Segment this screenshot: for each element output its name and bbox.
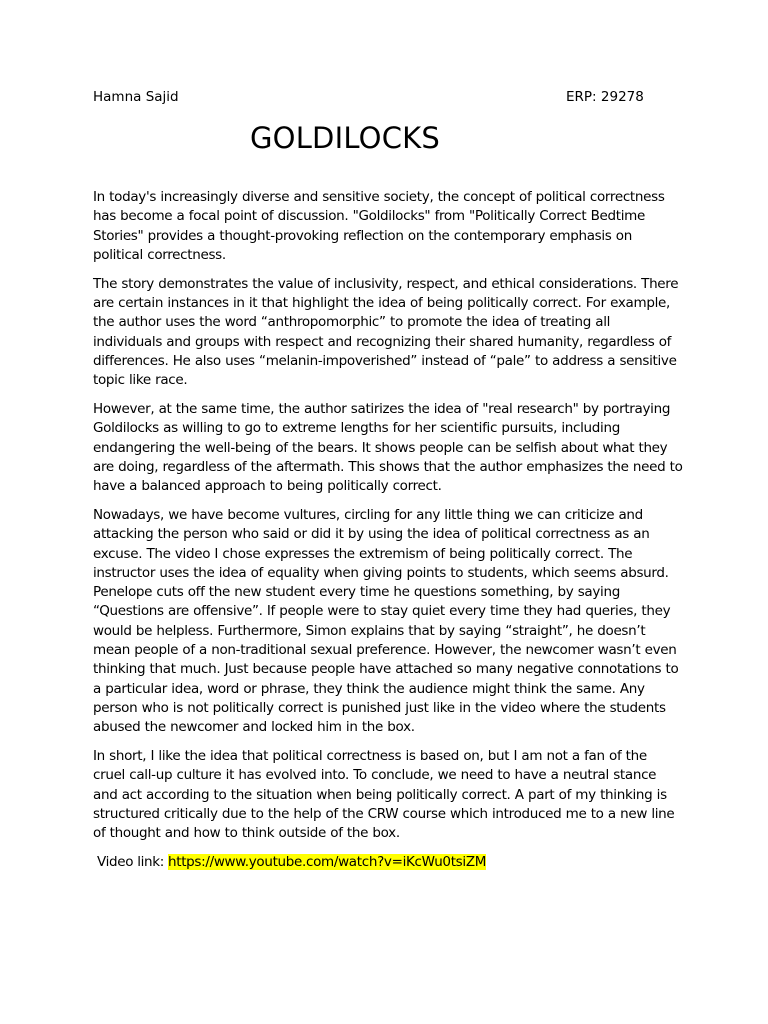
paragraph-conclusion: In short, I like the idea that political correctness is based on, but I am not a fan of the cruel call-up culture it has evolved into. To conclude, we need to have a neutral stance and act according to the situation when being politically correct. A part of my thinking is structured critically due to the help of the CRW course which introduced me to a new line of thought and how to think outside of the box. xyxy=(93,748,675,842)
paragraph-intro: In today's increasingly diverse and sensitive society, the concept of political correctness has become a focal point of discussion. "Goldilocks" from "Politically Correct Bedtime Stories" provides a thought-provoking reflection on the contemporary emphasis on political correctness. xyxy=(93,189,665,263)
video-link[interactable]: https://www.youtube.com/watch?v=iKcWu0tsiZM xyxy=(168,854,487,870)
paragraph-video-analysis: Nowadays, we have become vultures, circling for any little thing we can criticize and attacking the person who said or did it by using the idea of political correctness as an excuse. The video I chose expresses the extremism of being politically correct. The instructor uses the idea of equality when giving points to students, which seems absurd. Penelope cuts off the new student every time he questions something, by saying “Questions are offensive”. If people were to stay quiet every time they had queries, they would be helpless. Furthermore, Simon explains that by saying “straight”, he doesn’t mean people of a non-traditional sexual preference. However, the newcomer wasn’t even thinking that much. Just because people have attached so many negative connotations to a particular idea, word or phrase, they think the audience might think the same. Any person who is not politically correct is punished just like in the video where the students abused the newcomer and locked him in the box. xyxy=(93,506,679,736)
document-title: GOLDILOCKS xyxy=(250,121,440,155)
paragraph-satire: However, at the same time, the author satirizes the idea of "real research" by portraying Goldilocks as willing to go to extreme lengths for her scientific pursuits, including endangering the well-being of the bears. It shows people can be selfish about what they are doing, regardless of the aftermath. This shows that the author emphasizes the need to have a balanced approach to being politically correct. xyxy=(93,400,683,495)
document-body xyxy=(93,188,683,872)
video-link-label: Video link: xyxy=(97,854,168,870)
author-name: Hamna Sajid xyxy=(93,89,179,105)
erp-number: ERP: 29278 xyxy=(566,89,644,105)
video-link-line xyxy=(93,853,683,872)
paragraph-inclusivity: The story demonstrates the value of inclusivity, respect, and ethical considerations. There are certain instances in it that highlight the idea of being politically correct. For example, the author uses the word “anthropomorphic” to promote the idea of treating all individuals and groups with respect and recognizing their shared humanity, regardless of differences. He also uses “melanin-impoverished” instead of “pale” to address a sensitive topic like race. xyxy=(93,275,679,389)
